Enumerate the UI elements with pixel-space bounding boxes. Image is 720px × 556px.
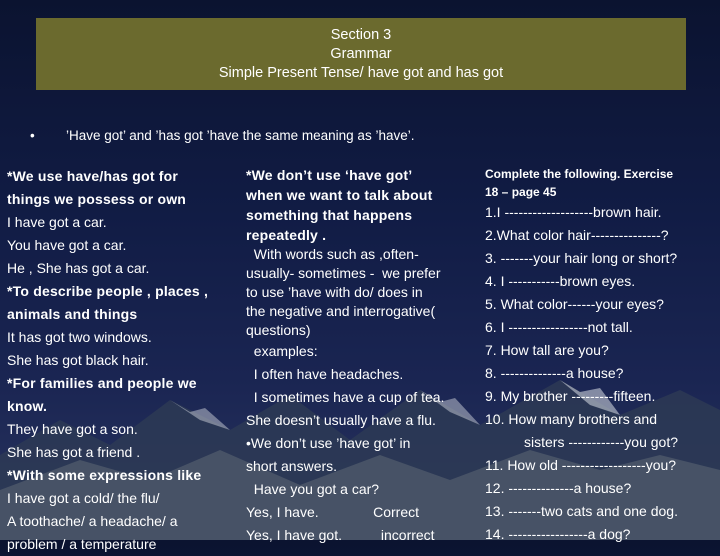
exercise-header-line2: 18 – page 45 — [485, 185, 557, 199]
exercise-item: 11. How old ------------------you? — [485, 457, 677, 473]
exceptions-line: something that happens — [246, 207, 413, 223]
exceptions-column — [246, 165, 476, 543]
usage-line: They have got a son. — [7, 421, 138, 437]
usage-line: problem / a temperature — [7, 536, 157, 552]
usage-line: know. — [7, 398, 48, 414]
exercise-item: sisters ------------you got? — [524, 434, 678, 450]
exceptions-line: questions) — [246, 322, 311, 338]
usage-column — [7, 165, 239, 552]
exceptions-line: Yes, I have got. incorrect — [246, 527, 435, 543]
usage-line: *With some expressions like — [7, 467, 202, 483]
exercise-item: 4. I -----------brown eyes. — [485, 273, 636, 289]
exceptions-line: •We don’t use ’have got’ in — [246, 435, 411, 451]
usage-line: *To describe people , places , — [7, 283, 209, 299]
exceptions-line: *We don’t use ‘have got’ — [246, 167, 413, 183]
exercise-item: 1.I -------------------brown hair. — [485, 204, 662, 220]
usage-line: A toothache/ a headache/ a — [7, 513, 178, 529]
usage-line: It has got two windows. — [7, 329, 152, 345]
exceptions-line: Have you got a car? — [246, 481, 380, 497]
usage-line: She has got black hair. — [7, 352, 149, 368]
bullet-dot: • — [30, 128, 35, 143]
usage-line: He , She has got a car. — [7, 260, 150, 276]
exceptions-line: usually- sometimes - we prefer — [246, 265, 441, 281]
intro-bullet — [30, 128, 414, 143]
usage-line: *We use have/has got for — [7, 168, 179, 184]
exceptions-line: repeatedly . — [246, 227, 327, 243]
exercise-item: 13. -------two cats and one dog. — [485, 503, 678, 519]
usage-line: animals and things — [7, 306, 138, 322]
exceptions-line: to use ’have with do/ does in — [246, 284, 423, 300]
exercise-header-line1: Complete the following. Exercise — [485, 167, 674, 181]
exceptions-line: Yes, I have. Correct — [246, 504, 419, 520]
exercise-item: 5. What color------your eyes? — [485, 296, 664, 312]
usage-line: things we possess or own — [7, 191, 187, 207]
usage-line: You have got a car. — [7, 237, 127, 253]
exercise-item: 10. How many brothers and — [485, 411, 657, 427]
exercise-item: 14. -----------------a dog? — [485, 526, 631, 542]
exceptions-line: I sometimes have a cup of tea. — [246, 389, 445, 405]
exercise-item: 7. How tall are you? — [485, 342, 609, 358]
exceptions-line: short answers. — [246, 458, 338, 474]
exceptions-line: She doesn’t usually have a flu. — [246, 412, 436, 428]
topic-title: Grammar — [330, 45, 392, 62]
intro-text: ’Have got’ and ’has got ’have the same meaning as ’have’. — [66, 128, 415, 143]
exceptions-line: examples: — [246, 343, 318, 359]
exercise-item: 8. --------------a house? — [485, 365, 624, 381]
usage-line: *For families and people we — [7, 375, 197, 391]
exceptions-line: when we want to talk about — [246, 187, 433, 203]
exceptions-line: the negative and interrogative( — [246, 303, 436, 319]
exercise-item: 9. My brother ---------fifteen. — [485, 388, 656, 404]
usage-line: She has got a friend . — [7, 444, 141, 460]
title-box — [36, 18, 686, 90]
exercise-item: 12. --------------a house? — [485, 480, 632, 496]
exceptions-line: I often have headaches. — [246, 366, 404, 382]
subtopic-title: Simple Present Tense/ have got and has got — [218, 64, 504, 81]
exceptions-line: With words such as ,often- — [246, 246, 419, 262]
usage-line: I have got a car. — [7, 214, 107, 230]
exercise-item: 2.What color hair---------------? — [485, 227, 669, 243]
section-title: Section 3 — [330, 26, 392, 43]
exercise-item: 3. -------your hair long or short? — [485, 250, 678, 266]
usage-line: I have got a cold/ the flu/ — [7, 490, 160, 506]
exercise-column — [485, 165, 717, 540]
exercise-item: 6. I -----------------not tall. — [485, 319, 633, 335]
